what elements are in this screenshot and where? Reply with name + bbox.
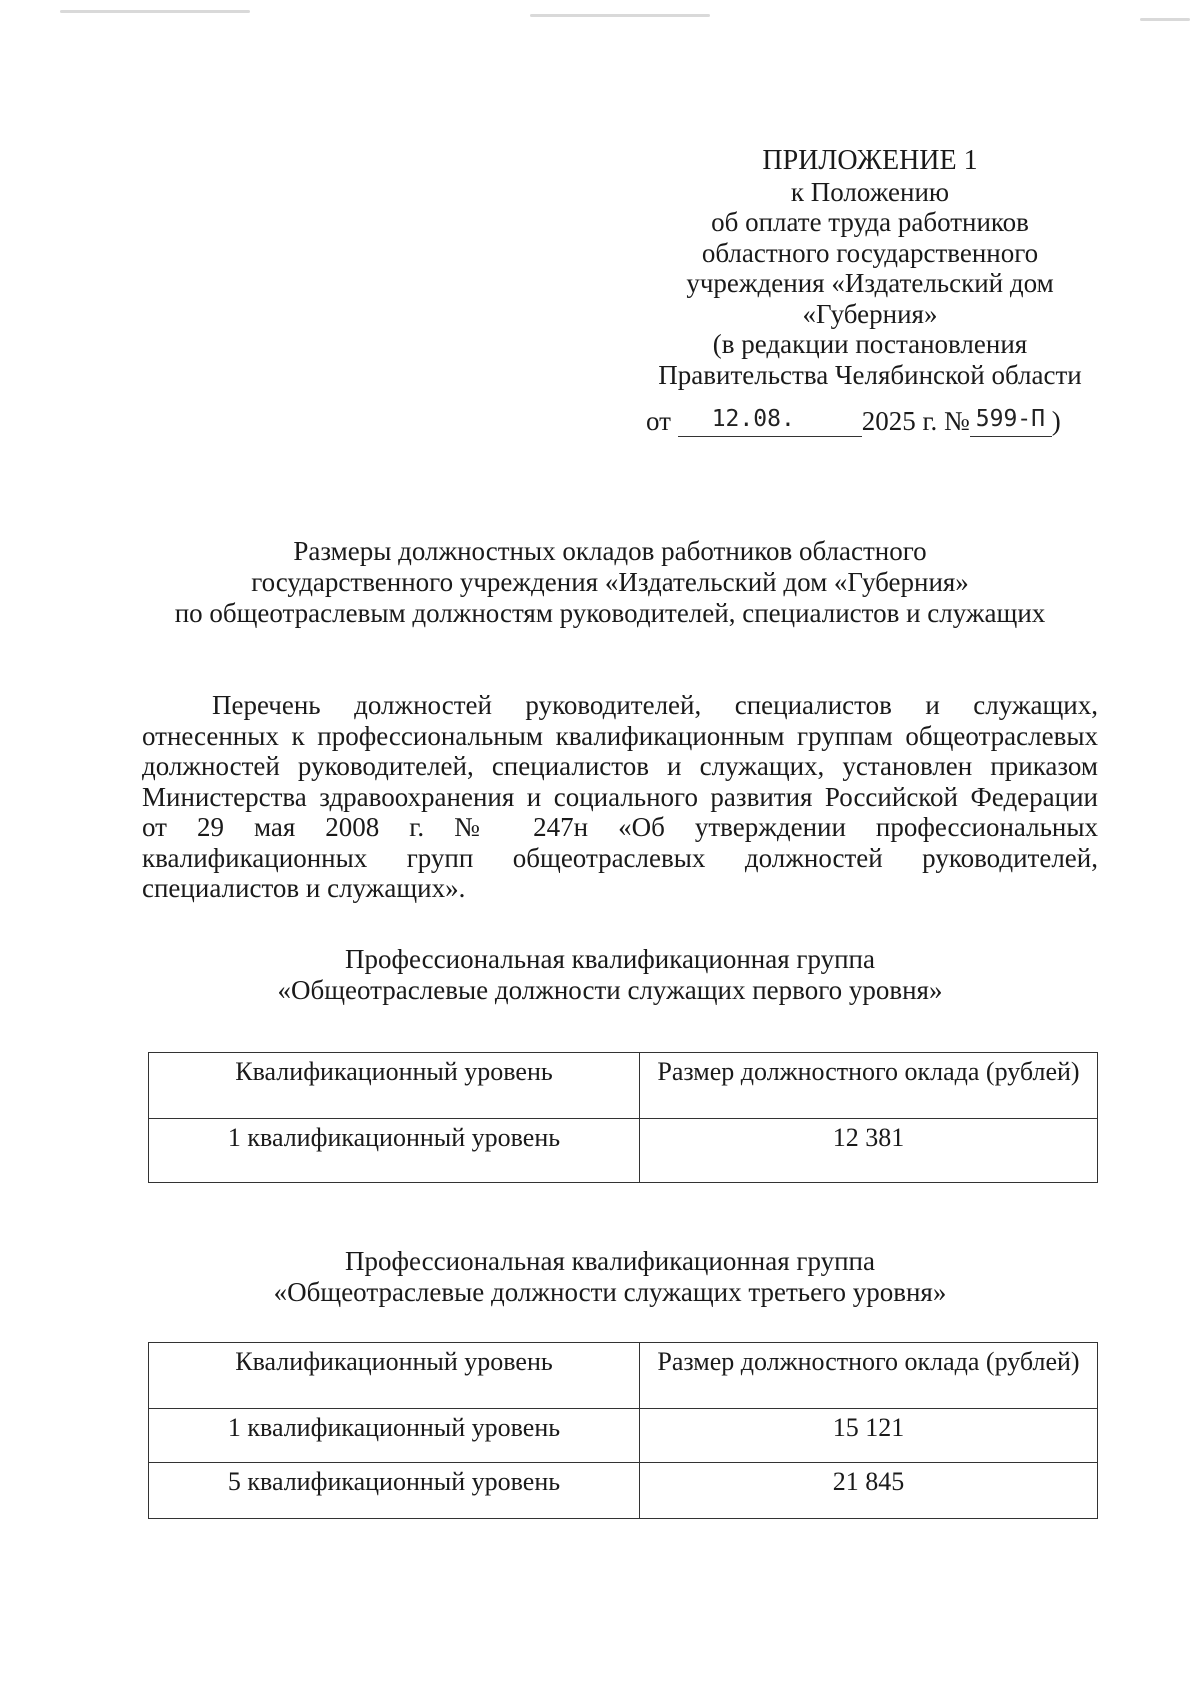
paragraph-line: специалистов и служащих». [142, 873, 466, 903]
paragraph-line: квалификационных групп общеотраслевых должностей руководителей, [142, 842, 1098, 873]
group-2-title [130, 1246, 1090, 1308]
scan-artifact [60, 10, 250, 13]
title-line: по общеотраслевым должностям руководителей, специалистов и служащих [174, 598, 1046, 628]
paragraph-line: от 29 мая 2008 г. № 247н «Об утверждении профессиональных [142, 812, 1098, 842]
appendix-line: об оплате труда работников [711, 207, 1029, 237]
paragraph-line: должностей руководителей, специалистов и служащих, установлен приказом [142, 751, 1098, 781]
document-title [130, 536, 1090, 629]
group-1-title [130, 944, 1090, 1006]
paragraph-line: Министерства здравоохранения и социального развития Российской Федерации [142, 781, 1098, 812]
cell-salary: 15 121 [640, 1409, 1098, 1463]
table-row [149, 1119, 1098, 1183]
table-header-row [149, 1053, 1098, 1119]
appendix-line: областного государственного [701, 237, 1039, 268]
appendix-line: «Губерния» [802, 298, 938, 329]
header-level: Квалификационный уровень [149, 1053, 640, 1119]
group-title-line: «Общеотраслевые должности служащих третьего уровня» [273, 1277, 947, 1307]
scan-artifact [1140, 18, 1190, 21]
resolution-date-line [646, 406, 1061, 437]
date-value: 12.08. [711, 406, 795, 432]
appendix-line: к Положению [790, 176, 950, 207]
body-paragraph [142, 690, 1098, 904]
group-2-table [148, 1342, 1098, 1519]
table-row [149, 1409, 1098, 1463]
cell-level: 5 квалификационный уровень [149, 1463, 640, 1519]
title-line: Размеры должностных окладов работников областного [293, 536, 927, 566]
appendix-line: учреждения «Издательский дом [686, 268, 1054, 298]
group-title-line: Профессиональная квалификационная группа [345, 1246, 875, 1276]
cell-level: 1 квалификационный уровень [149, 1409, 640, 1463]
closing-paren: ) [1051, 406, 1061, 436]
resolution-number: 599-П [975, 406, 1045, 432]
cell-salary: 12 381 [640, 1119, 1098, 1183]
header-salary: Размер должностного оклада (рублей) [640, 1343, 1098, 1409]
group-1-table [148, 1052, 1098, 1183]
cell-level: 1 квалификационный уровень [149, 1119, 640, 1183]
group-title-line: Профессиональная квалификационная группа [345, 944, 875, 974]
title-line: государственного учреждения «Издательский дом «Губерния» [251, 567, 969, 597]
scan-artifact [530, 14, 710, 17]
appendix-heading: ПРИЛОЖЕНИЕ 1 [762, 145, 978, 176]
group-title-line: «Общеотраслевые должности служащих первого уровня» [277, 975, 943, 1005]
paragraph-line: Перечень должностей руководителей, специалистов и служащих, [212, 690, 1098, 720]
appendix-block [610, 146, 1130, 390]
date-field [678, 406, 862, 437]
appendix-line: (в редакции постановления [712, 329, 1028, 359]
date-prefix: от [646, 406, 671, 436]
header-salary: Размер должностного оклада (рублей) [640, 1053, 1098, 1119]
number-field [970, 406, 1052, 437]
number-sign: № [943, 406, 970, 436]
header-level: Квалификационный уровень [149, 1343, 640, 1409]
cell-salary: 21 845 [640, 1463, 1098, 1519]
table-row [149, 1463, 1098, 1519]
paragraph-line: отнесенных к профессиональным квалификационным группам общеотраслевых [142, 720, 1098, 751]
table-header-row [149, 1343, 1098, 1409]
appendix-line: Правительства Челябинской области [658, 359, 1082, 390]
year-text: 2025 г. [861, 406, 938, 436]
